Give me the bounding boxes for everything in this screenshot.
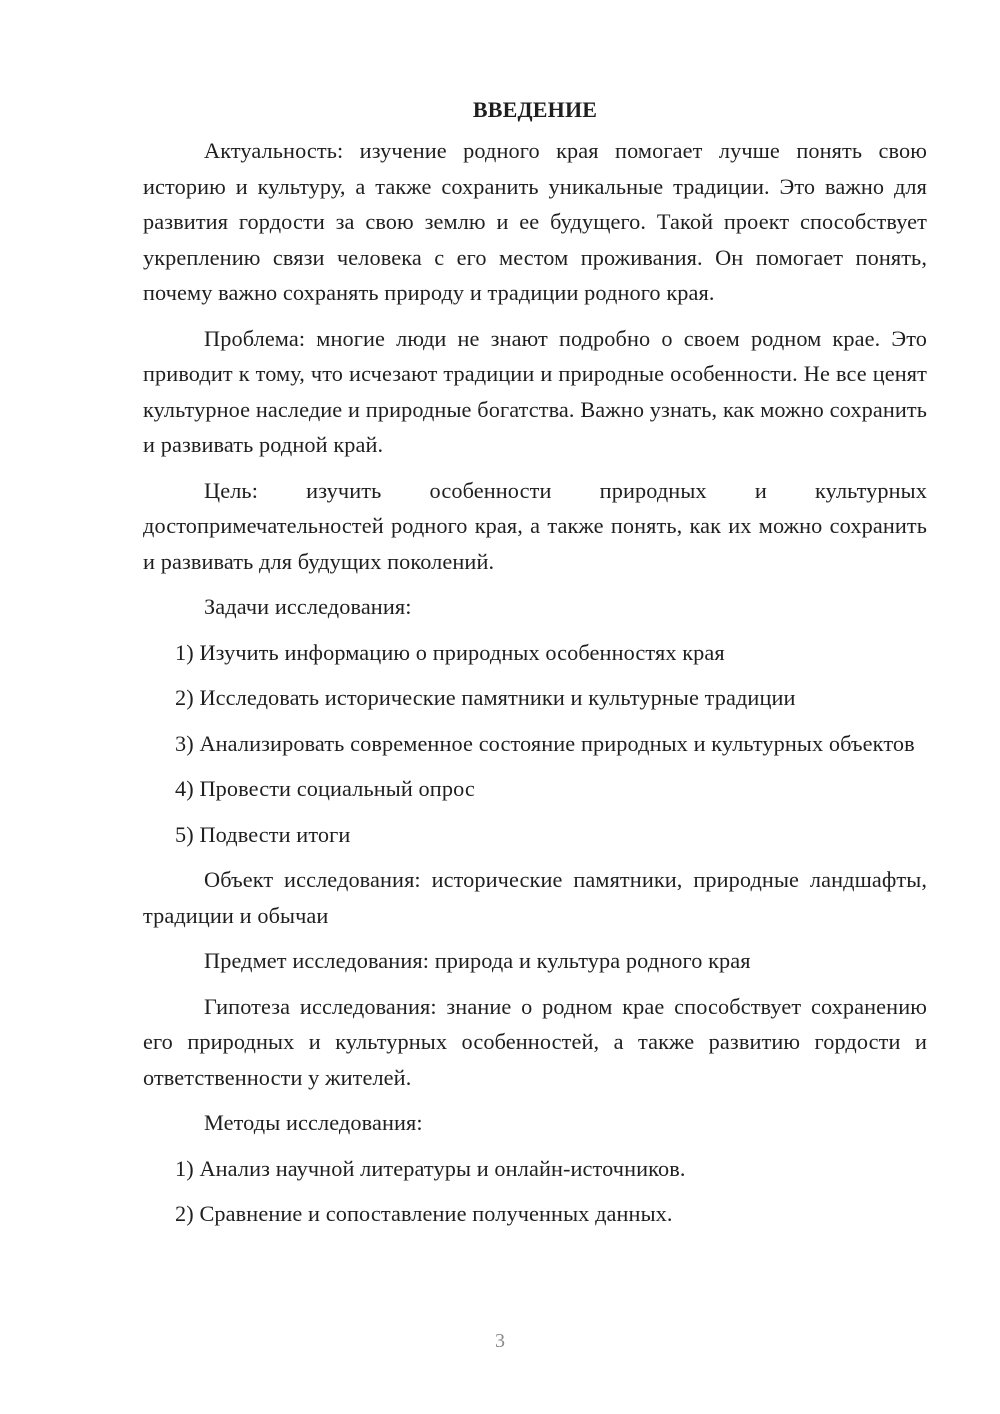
task-item: 5) Подвести итоги [175, 821, 351, 847]
method-item: 1) Анализ научной литературы и онлайн-источников. [175, 1155, 686, 1181]
goal-paragraph: Цель: изучить особенности природных и культурных достопримечательностей родного края, а также понять, как их можно сохранить и развивать для будущих поколений. [143, 477, 927, 574]
task-item: 1) Изучить информацию о природных особенностях края [175, 639, 725, 665]
document-page [143, 96, 927, 1242]
relevance-paragraph: Актуальность: изучение родного края помогает лучше понять свою историю и культуру, а также сохранить уникальные традиции. Это важно для развития гордости за свою землю и ее будущего. Такой проект способствует укреплению связи человека с его местом проживания. Он помогает понять, почему важно сохранять природу и традиции родного края. [143, 138, 927, 305]
subject-paragraph: Предмет исследования: природа и культура родного края [204, 948, 751, 973]
task-item: 2) Исследовать исторические памятники и культурные традиции [175, 685, 796, 710]
method-item: 2) Сравнение и сопоставление полученных данных. [175, 1201, 673, 1226]
problem-paragraph: Проблема: многие люди не знают подробно о своем родном крае. Это приводит к тому, что исчезают традиции и природные особенности. Не все ценят культурное наследие и природные богатства. Важно узнать, как можно сохранить и развивать родной край. [143, 325, 927, 457]
object-paragraph: Объект исследования: исторические памятники, природные ландшафты, традиции и обычаи [143, 867, 927, 928]
page-number: 3 [495, 1330, 505, 1352]
task-item: 4) Провести социальный опрос [175, 776, 475, 801]
tasks-title: Задачи исследования: [204, 594, 412, 619]
section-heading: ВВЕДЕНИЕ [472, 97, 598, 122]
methods-title: Методы исследования: [204, 1110, 423, 1135]
task-item: 3) Анализировать современное состояние природных и культурных объектов [175, 730, 915, 756]
hypothesis-paragraph: Гипотеза исследования: знание о родном крае способствует сохранению его природных и культурных особенностей, а также развитию гордости и ответственности у жителей. [143, 993, 927, 1090]
